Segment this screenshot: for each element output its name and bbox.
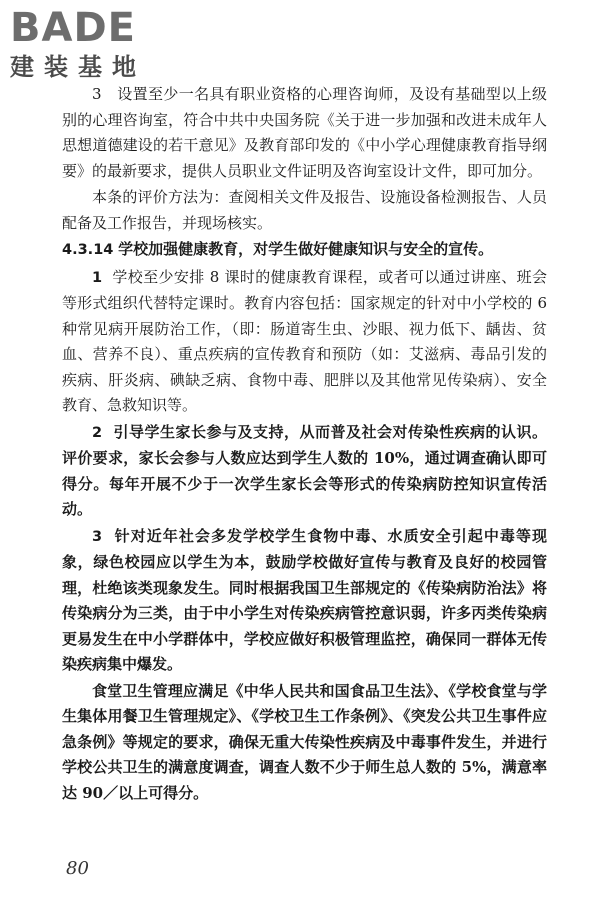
paragraph-item-1 [62, 265, 547, 419]
page-content [62, 82, 547, 807]
paragraph-item-2 [62, 420, 547, 523]
section-title: 学校加强健康教育，对学生做好健康知识与安全的宣传。 [118, 240, 494, 258]
section-number: 4.3.14 [62, 242, 114, 258]
logo-subtitle: 建装基地 [10, 53, 146, 81]
logo [10, 6, 180, 86]
item-number: 2 [92, 424, 103, 441]
item-text: 学校至少安排 8 课时的健康教育课程，或者可以通过讲座、班会等形式组织代替特定课时。教育内容包括：国家规定的针对中小学校的 6 种常见病开展防治工作，（即：肠道寄生虫、沙眼、视力低下、龋齿、贫血、营养不良）、重点疾病的宣传教育和预防（如：艾滋病、毒品引发的疾病、肝炎病、碘缺乏病、食物中毒、肥胖以及其他常见传染病）、安全教育、急救知识等。 [62, 267, 547, 414]
logo-brand: BADE [10, 5, 136, 51]
section-heading [62, 237, 547, 264]
paragraph-canteen: 食堂卫生管理应满足《中华人民共和国食品卫生法》、《学校食堂与学生集体用餐卫生管理规定》、《学校卫生工作条例》、《突发公共卫生事件应急条例》等规定的要求，确保无重大传染性疾病及中毒事件发生，并进行学校公共卫生的满意度调查，调查人数不少于师生总人数的 5%，满意率达 90／以上可得分。 [62, 681, 547, 802]
paragraph-evaluation-method: 本条的评价方法为：查阅相关文件及报告、设施设备检测报告、人员配备及工作报告，并现场核实。 [62, 188, 547, 232]
paragraph-item-3: 3 设置至少一名具有职业资格的心理咨询师，及设有基础型以上级别的心理咨询室，符合中共中央国务院《关于进一步加强和改进未成年人思想道德建设的若干意见》及教育部印发的《中小学心理健康教育指导纲要》的最新要求，提供人员职业文件证明及咨询室设计文件，即可加分。 [62, 85, 547, 180]
page-number: 80 [66, 858, 89, 879]
item-number: 1 [92, 269, 103, 286]
item-number: 3 [92, 528, 103, 545]
item-text: 引导学生家长参与及支持，从而普及社会对传染性疾病的认识。评价要求，家长会参与人数应达到学生人数的 10%，通过调查确认即可得分。每年开展不少于一次学生家长会等形式的传染病防控知识宣传活动。 [62, 422, 547, 518]
paragraph-item-3b [62, 524, 547, 678]
item-text: 针对近年社会多发学校学生食物中毒、水质安全引起中毒等现象，绿色校园应以学生为本，鼓励学校做好宣传与教育及良好的校园管理，杜绝该类现象发生。同时根据我国卫生部规定的《传染病防治法》将传染病分为三类，由于中小学生对传染疾病管控意识弱，许多丙类传染病更易发生在中小学群体中，学校应做好积极管理监控，确保同一群体无传染疾病集中爆发。 [62, 526, 547, 673]
